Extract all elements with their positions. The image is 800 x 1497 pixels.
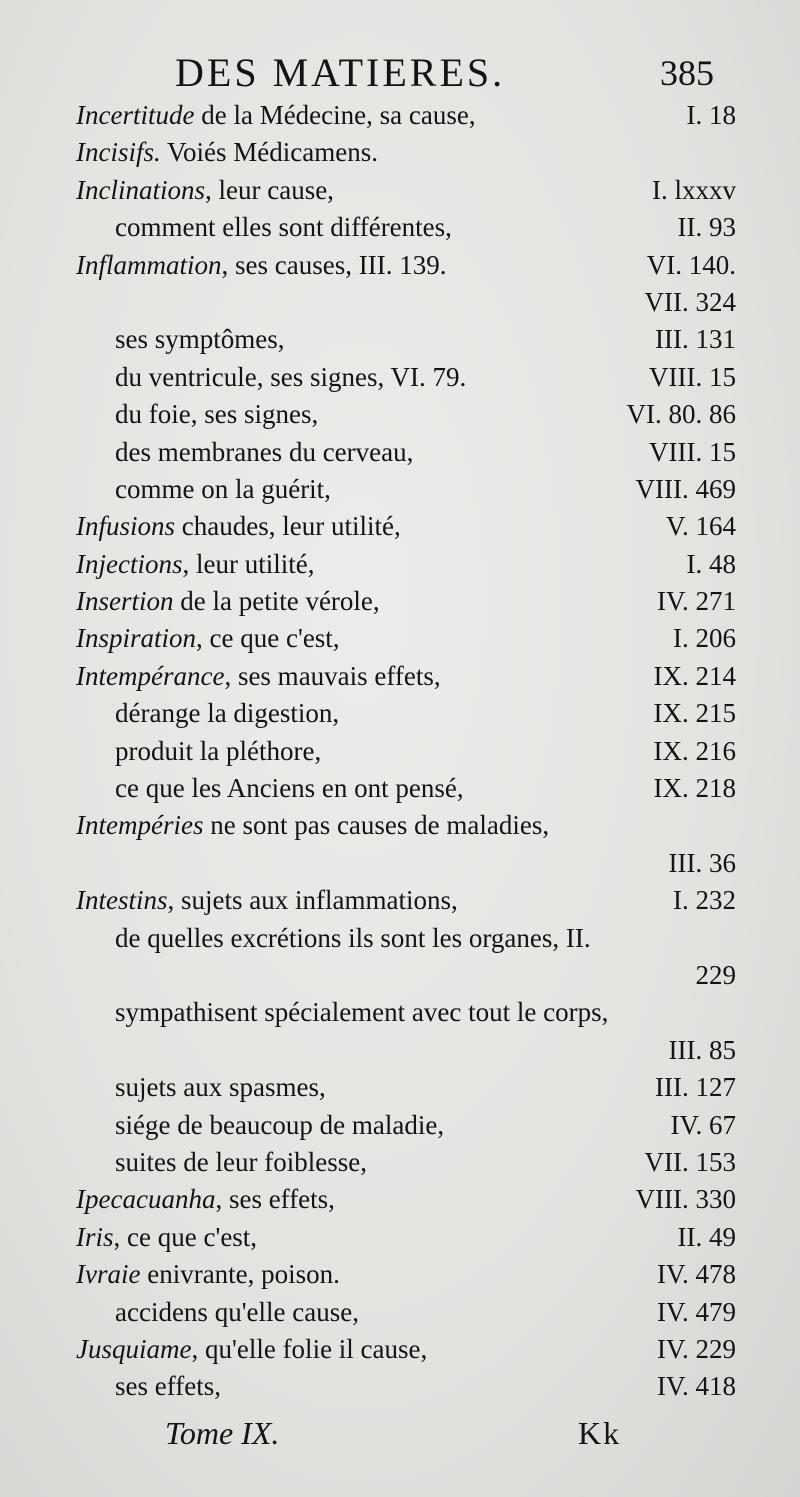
entry-reference: II. 49 bbox=[677, 1221, 736, 1252]
entry-reference: VIII. 15 bbox=[649, 436, 736, 467]
entry-reference: I. 18 bbox=[686, 100, 736, 130]
index-entries bbox=[0, 97, 800, 1406]
entry-text bbox=[76, 247, 446, 284]
entry-text bbox=[115, 920, 591, 957]
entry-text bbox=[76, 882, 458, 919]
entry-keyword: Intestins bbox=[76, 885, 168, 916]
index-entry bbox=[0, 620, 800, 657]
entry-text bbox=[76, 97, 476, 134]
entry-keyword: Inclinations bbox=[76, 174, 205, 205]
entry-text bbox=[115, 1069, 326, 1106]
entry-reference: VII. 153 bbox=[644, 1146, 736, 1177]
entry-reference: VI. 140. bbox=[646, 249, 736, 280]
entry-text bbox=[76, 134, 378, 171]
entry-description: du ventricule, ses signes, VI. 79. bbox=[115, 361, 467, 392]
index-entry bbox=[0, 658, 800, 695]
entry-reference: IX. 218 bbox=[653, 773, 736, 804]
entry-keyword: Ivraie bbox=[76, 1259, 141, 1290]
entry-keyword: Insertion bbox=[76, 586, 174, 617]
index-subentry bbox=[0, 845, 800, 882]
index-subentry bbox=[0, 770, 800, 807]
entry-text bbox=[76, 1331, 427, 1368]
entry-description: , ses effets, bbox=[215, 1184, 335, 1215]
index-subentry bbox=[0, 284, 800, 321]
index-subentry bbox=[0, 321, 800, 358]
entry-keyword: Intempéries bbox=[76, 810, 204, 841]
entry-reference: IV. 418 bbox=[656, 1371, 736, 1402]
index-entry bbox=[0, 1219, 800, 1256]
entry-text bbox=[115, 434, 413, 471]
entry-keyword: Incertitude bbox=[76, 100, 195, 130]
entry-reference: IX. 214 bbox=[653, 660, 736, 691]
entry-text bbox=[115, 695, 339, 732]
entry-description: ce que les Anciens en ont pensé, bbox=[115, 773, 464, 804]
index-entry bbox=[0, 807, 800, 844]
entry-reference: IX. 215 bbox=[653, 698, 736, 729]
entry-reference: I. 48 bbox=[686, 548, 736, 579]
entry-text bbox=[76, 1256, 340, 1293]
entry-description: , qu'elle folie il cause, bbox=[191, 1333, 428, 1364]
entry-description: accidens qu'elle cause, bbox=[115, 1296, 359, 1327]
entry-description: de la petite vérole, bbox=[173, 586, 380, 617]
entry-text bbox=[115, 396, 318, 433]
entry-description: suites de leur foiblesse, bbox=[115, 1146, 367, 1177]
entry-description: , sujets aux inflammations, bbox=[167, 885, 458, 916]
entry-description: , ce que c'est, bbox=[113, 1221, 258, 1252]
index-entry bbox=[0, 882, 800, 919]
index-entry bbox=[0, 1256, 800, 1293]
entry-description: dérange la digestion, bbox=[115, 698, 340, 729]
entry-reference: IX. 216 bbox=[653, 735, 736, 766]
entry-text bbox=[76, 807, 549, 844]
index-subentry bbox=[0, 957, 800, 994]
entry-reference: VIII. 15 bbox=[649, 361, 736, 392]
entry-text bbox=[115, 359, 466, 396]
entry-reference: I. 206 bbox=[673, 623, 736, 654]
entry-description: , ses mauvais effets, bbox=[224, 660, 441, 691]
entry-reference: IV. 479 bbox=[656, 1296, 736, 1327]
entry-description: comment elles sont différentes, bbox=[115, 212, 452, 243]
entry-keyword: Intempérance bbox=[76, 660, 225, 691]
index-subentry bbox=[0, 1368, 800, 1405]
index-subentry bbox=[0, 1144, 800, 1181]
entry-text bbox=[115, 209, 452, 246]
entry-reference: II. 93 bbox=[677, 212, 736, 243]
entry-description: comme on la guérit, bbox=[115, 473, 331, 504]
entry-keyword: Iris bbox=[76, 1221, 114, 1252]
entry-text bbox=[115, 1368, 221, 1405]
entry-description: ses effets, bbox=[115, 1371, 221, 1402]
entry-description: de la Médecine, sa cause, bbox=[194, 100, 476, 130]
entry-keyword: Inspiration bbox=[76, 623, 197, 654]
index-subentry bbox=[0, 209, 800, 246]
entry-reference: VI. 80. 86 bbox=[626, 399, 736, 430]
entry-description: , ses causes, III. 139. bbox=[221, 249, 447, 280]
index-subentry bbox=[0, 396, 800, 433]
entry-text bbox=[115, 1144, 367, 1181]
entry-text bbox=[115, 471, 331, 508]
entry-reference: V. 164 bbox=[665, 511, 736, 542]
index-entry bbox=[0, 97, 800, 134]
entry-keyword: Infusions bbox=[76, 511, 176, 542]
page-number: 385 bbox=[660, 53, 714, 93]
index-subentry bbox=[0, 471, 800, 508]
entry-text bbox=[115, 733, 321, 770]
index-subentry bbox=[0, 1032, 800, 1069]
entry-reference: 229 bbox=[695, 959, 736, 990]
entry-text bbox=[76, 620, 340, 657]
entry-reference: III. 127 bbox=[655, 1072, 736, 1103]
entry-text bbox=[115, 321, 285, 358]
entry-reference: I. 232 bbox=[673, 885, 736, 916]
entry-reference: III. 36 bbox=[668, 847, 736, 878]
entry-description: sujets aux spasmes, bbox=[115, 1072, 326, 1103]
entry-description: Voiés Médicamens. bbox=[160, 137, 378, 168]
entry-description: , leur utilité, bbox=[182, 548, 315, 579]
entry-text bbox=[76, 1181, 335, 1218]
entry-text bbox=[76, 658, 441, 695]
page-footer bbox=[0, 1408, 800, 1458]
running-title: DES MATIERES. bbox=[175, 50, 506, 95]
entry-text bbox=[115, 770, 464, 807]
entry-description: ses symptômes, bbox=[115, 324, 285, 355]
entry-reference: IV. 478 bbox=[656, 1259, 736, 1290]
entry-description: de quelles excrétions ils sont les organes, II. bbox=[115, 922, 591, 953]
entry-text bbox=[76, 546, 314, 583]
entry-description: des membranes du cerveau, bbox=[115, 436, 414, 467]
index-entry bbox=[0, 172, 800, 209]
entry-text bbox=[76, 583, 380, 620]
index-subentry bbox=[0, 733, 800, 770]
entry-text bbox=[115, 1107, 444, 1144]
entry-description: sympathisent spécialement avec tout le corps, bbox=[115, 997, 609, 1028]
index-subentry bbox=[0, 920, 800, 957]
entry-text bbox=[76, 508, 401, 545]
entry-reference: III. 85 bbox=[668, 1034, 736, 1065]
page-header bbox=[0, 48, 800, 98]
entry-description: , leur cause, bbox=[205, 174, 334, 205]
index-subentry bbox=[0, 359, 800, 396]
entry-reference: I. lxxxv bbox=[652, 174, 736, 205]
index-entry bbox=[0, 247, 800, 284]
entry-reference: IV. 271 bbox=[656, 586, 736, 617]
entry-keyword: Incisifs. bbox=[76, 137, 161, 168]
index-entry bbox=[0, 1331, 800, 1368]
entry-reference: VII. 324 bbox=[644, 286, 736, 317]
entry-description: du foie, ses signes, bbox=[115, 399, 319, 430]
index-subentry bbox=[0, 1294, 800, 1331]
entry-reference: IV. 229 bbox=[656, 1333, 736, 1364]
index-subentry bbox=[0, 434, 800, 471]
index-subentry bbox=[0, 695, 800, 732]
entry-reference: VIII. 469 bbox=[635, 473, 736, 504]
entry-description: produit la pléthore, bbox=[115, 735, 322, 766]
index-entry bbox=[0, 583, 800, 620]
index-entry bbox=[0, 508, 800, 545]
entry-keyword: Injections bbox=[76, 548, 183, 579]
entry-reference: IV. 67 bbox=[670, 1109, 736, 1140]
index-subentry bbox=[0, 1107, 800, 1144]
index-entry bbox=[0, 134, 800, 171]
entry-text bbox=[115, 994, 608, 1031]
entry-reference: III. 131 bbox=[655, 324, 736, 355]
entry-description: enivrante, poison. bbox=[140, 1259, 340, 1290]
entry-text bbox=[76, 1219, 257, 1256]
entry-keyword: Ipecacuanha bbox=[76, 1184, 216, 1215]
entry-description: ne sont pas causes de maladies, bbox=[203, 810, 550, 841]
entry-keyword: Inflammation bbox=[76, 249, 222, 280]
entry-reference: VIII. 330 bbox=[635, 1184, 736, 1215]
signature-mark: Kk bbox=[578, 1415, 622, 1451]
entry-description: , ce que c'est, bbox=[196, 623, 340, 654]
entry-description: siége de beaucoup de maladie, bbox=[115, 1109, 445, 1140]
index-entry bbox=[0, 1181, 800, 1218]
entry-text bbox=[115, 1294, 359, 1331]
entry-text bbox=[76, 172, 334, 209]
index-subentry bbox=[0, 994, 800, 1031]
index-subentry bbox=[0, 1069, 800, 1106]
volume-label: Tome IX. bbox=[165, 1415, 280, 1451]
index-entry bbox=[0, 546, 800, 583]
entry-description: chaudes, leur utilité, bbox=[175, 511, 401, 542]
entry-keyword: Jusquiame bbox=[76, 1333, 192, 1364]
